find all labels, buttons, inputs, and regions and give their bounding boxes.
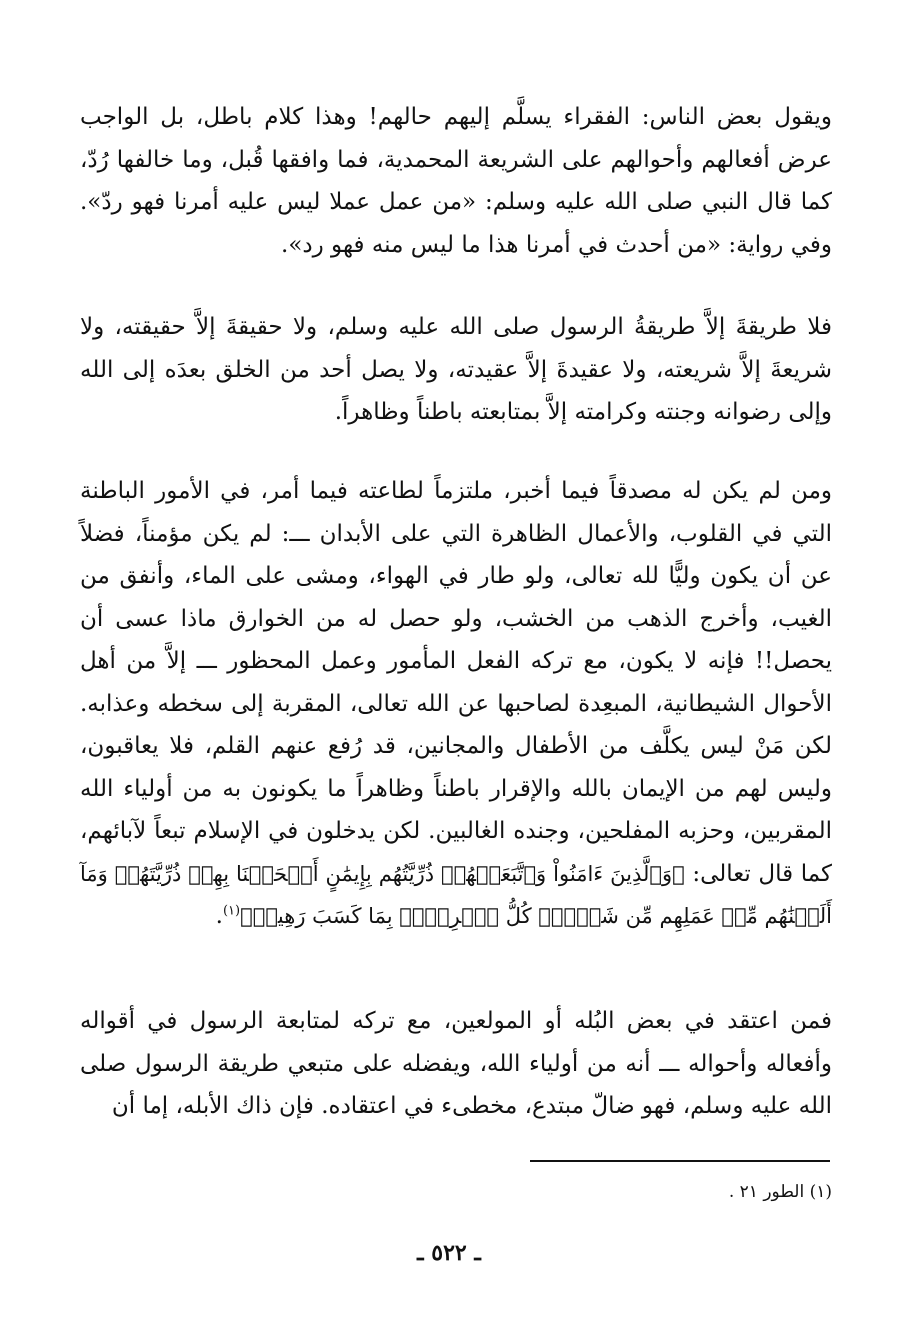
paragraph-1: ويقول بعض الناس: الفقراء يسلَّم إليهم حالهم! وهذا كلام باطل، بل الواجب عرض أفعالهم وأحوالهم على الشريعة المحمدية، فما وافقها قُبل، وما خالفها رُدّ، كما قال النبي صلى الله عليه وسلم: «من عمل عملا ليس عليه أمرنا فهو ردّ». وفي رواية: «من أحدث في أمرنا هذا ما ليس منه فهو رد».: [80, 104, 832, 258]
footnote-reference: (١): [222, 903, 241, 919]
quran-verse: ﴿وَٱلَّذِينَ ءَامَنُواْ وَٱتَّبَعَتۡهُمۡ ذُرِّيَّتُهُم بِإِيمَٰنٍ أَلۡحَقۡنَا بِهِمۡ ذُرِّيَّتَهُمۡ وَمَآ أَلَتۡنَٰهُم مِّنۡ عَمَلِهِم مِّن شَيۡءٖۚ كُلُّ ٱمۡرِيِٕۭ بِمَا كَسَبَ رَهِينٞ﴾: [80, 861, 832, 928]
paragraph-4: فمن اعتقد في بعض البُله أو المولعين، مع تركه لمتابعة الرسول في أقواله وأفعاله وأحواله ـــ أنه من أولياء الله، ويفضله على متبعي طريقة الرسول صلى الله عليه وسلم، فهو ضالّ مبتدع، مخطىء في اعتقاده. فإن ذاك الأبله، إما أن: [80, 1008, 832, 1119]
verse-end-period: .: [215, 903, 223, 929]
paragraph-3: [80, 470, 832, 938]
footnote-divider: [530, 1160, 830, 1162]
paragraph-3-text: ومن لم يكن له مصدقاً فيما أخبر، ملتزماً لطاعته فيما أمر، في الأمور الباطنة التي في القلوب، والأعمال الظاهرة التي على الأبدان ـــ: لم يكن مؤمناً، فضلاً عن أن يكون وليًّا لله تعالى، ولو طار في الهواء، ومشى على الماء، وأنفق من الغيب، وأخرج الذهب من الخشب، ولو حصل له من الخوارق ماذا عسى أن يحصل!! فإنه لا يكون، مع تركه الفعل المأمور وعمل المحظور ـــ إلاَّ من أهل الأحوال الشيطانية، المبعِدة لصاحبها عن الله تعالى، المقربة إلى سخطه وعذابه. لكن مَنْ ليس يكلَّف من الأطفال والمجانين، قد رُفع عنهم القلم، فلا يعاقبون، وليس لهم من الإيمان بالله والإقرار باطناً وظاهراً ما يكونون به من أولياء الله المقربين، وحزبه المفلحين، وجنده الغالبين. لكن يدخلون في الإسلام تبعاً لآبائهم، كما قال تعالى:: [80, 478, 832, 887]
footnote: (١) الطور ٢١ .: [728, 1182, 832, 1202]
page-number: ـ ٥٢٢ ـ: [417, 1240, 481, 1266]
paragraph-2: فلا طريقةَ إلاَّ طريقةُ الرسول صلى الله عليه وسلم، ولا حقيقةَ إلاَّ حقيقته، ولا شريعةَ إلاَّ شريعته، ولا عقيدةَ إلاَّ عقيدته، ولا يصل أحد من الخلق بعدَه إلى الله وإلى رضوانه وجنته وكرامته إلاَّ بمتابعته باطناً وظاهراً.: [80, 314, 832, 425]
